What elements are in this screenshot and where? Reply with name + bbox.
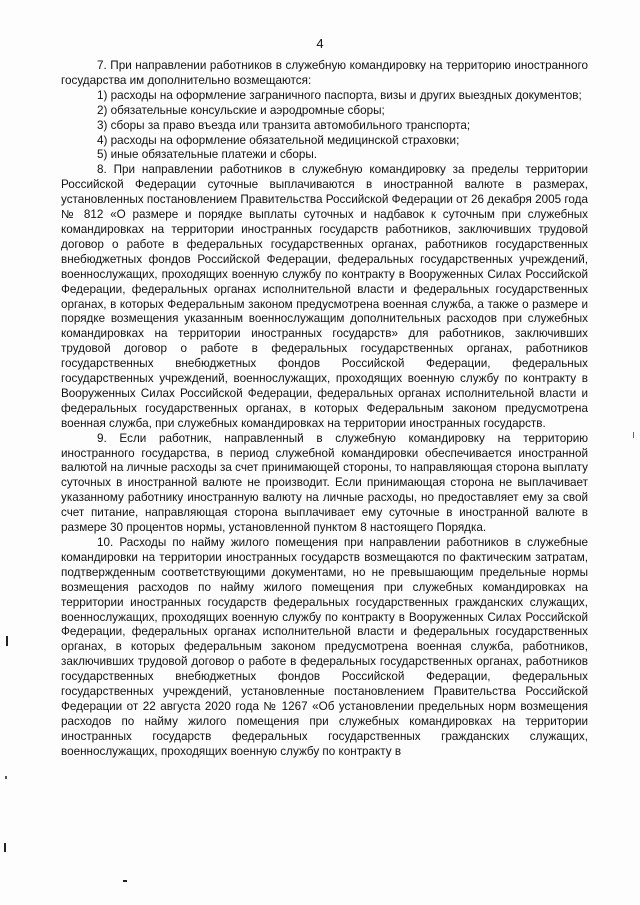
list-item-2: 2) обязательные консульские и аэродромные сборы; [97, 103, 385, 117]
paragraph-10: 10. Расходы по найму жилого помещения при направлении работников в служебные командировки на территории иностранных государств возмещаются по фактическим затратам, подтвержденным соответствующими документами, но не превышающим предельные нормы возмещения расходов по найму жилого помещения при служебных командировках на территории иностранных государств федеральных государственных гражданских служащих, военнослужащих, проходящих военную службу по контракту в Вооруженных Силах Российской Федерации, федеральных органах исполнительной власти и федеральных государственных органах, в которых федеральным законом предусмотрена военная служба, работников, заключивших трудовой договор о работе в федеральных государственных органах, работников государственных внебюджетных фондов Российской Федерации, федеральных государственных учреждений, установленные постановлением Правительства Российской Федерации от 22 августа 2020 года № 1267 «Об установлении предельных норм возмещения расходов по найму жилого помещения при служебных командировках на территории иностранных государств федеральных государственных гражданских служащих, военнослужащих, проходящих военную службу по контракту в [61, 536, 588, 758]
scan-artifact [123, 880, 127, 882]
paragraph-7: 7. При направлении работников в служебную командировку на территорию иностранного государства им дополнительно возмещаются: [61, 59, 588, 87]
list-item-5: 5) иные обязательные платежи и сборы. [97, 148, 318, 162]
paragraph-9: 9. Если работник, направленный в служебную командировку на территорию иностранного государства, в период служебной командировки обеспечивается иностранной валютой на личные расходы за счет принимающей стороны, то направляющая сторона выплату суточных в иностранной валюте не производит. Если принимающая сторона не выплачивает указанному работнику иностранную валюту на личные расходы, но предоставляет ему за свой счет питание, направляющая сторона выплачивает ему суточные в иностранной валюте в размере 30 процентов нормы, установленной пунктом 8 настоящего Порядка. [61, 431, 588, 535]
scan-artifact [5, 776, 7, 779]
list-item-1: 1) расходы на оформление заграничного паспорта, визы и других выездных документов; [97, 88, 582, 102]
scan-artifact [633, 432, 634, 438]
scan-artifact [4, 843, 6, 852]
scan-artifact [6, 636, 8, 646]
paragraph-8: 8. При направлении работников в служебную командировку за пределы территории Российской Федерации суточные выплачиваются в иностранной валюте в размерах, установленных постановлением Правительства Российской Федерации от 26 декабря 2005 года № 812 «О размере и порядке выплаты суточных и надбавок к суточным при служебных командировках на территории иностранных государств работников, заключивших трудовой договор о работе в федеральных государственных органах, работников государственных внебюджетных фондов Российской Федерации, федеральных государственных учреждений, военнослужащих, проходящих военную службу по контракту в Вооруженных Силах Российской Федерации, федеральных органах исполнительной власти и федеральных государственных органах, в которых Федеральным законом предусмотрена военная служба, а также о размере и порядке возмещения указанным военнослужащим дополнительных расходов при служебных командировках на территории иностранных государств» для работников, заключивших трудовой договор о работе в федеральных государственных органах, работников государственных внебюджетных фондов Российской Федерации, федеральных государственных учреждений, военнослужащих, проходящих военную службу по контракту в Вооруженных Силах Российской Федерации, федеральных органах исполнительной власти и федеральных государственных органах, в которых Федеральным законом предусмотрена военная служба, при служебных командировках на территории иностранных государств. [61, 163, 588, 430]
page-number: 4 [316, 36, 324, 51]
list-item-3: 3) сборы за право въезда или транзита автомобильного транспорта; [97, 118, 471, 132]
list-item-4: 4) расходы на оформление обязательной медицинской страховки; [97, 133, 460, 147]
document-body [61, 59, 588, 760]
